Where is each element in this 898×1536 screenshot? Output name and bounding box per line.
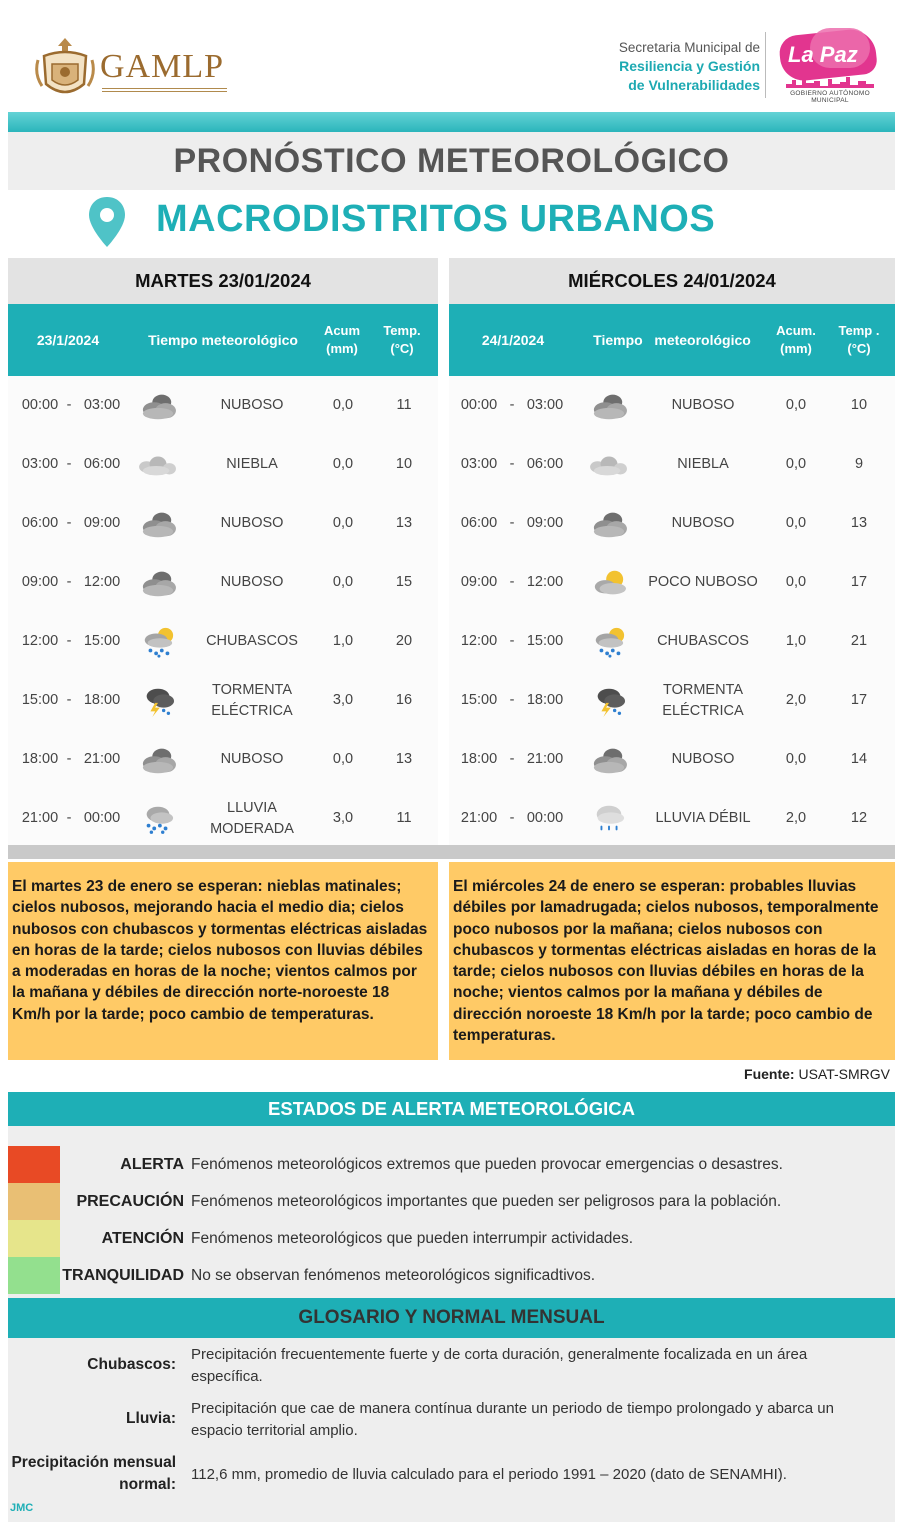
day1-summary: El martes 23 de enero se esperan: nieblas matinales; cielos nubosos, mejorando hacia el medio dia; cielos nubosos con chubascos y tormentas eléctricas aisladas en horas de la tarde; cielos nubosos con lluvias débiles a moderadas en horas de la noche; vientos calmos por la mañana y débiles de dirección norte-noroeste 18 Km/h por la tarde; poco cambio de temperaturas.	[8, 862, 438, 1060]
day2-table-header	[449, 304, 895, 376]
glossary-item	[8, 1452, 895, 1496]
time-to: 12:00	[526, 574, 564, 590]
alert-level-row	[8, 1146, 895, 1183]
secretaria-label	[560, 38, 760, 95]
time-separator: -	[509, 751, 515, 767]
header-divider	[765, 32, 766, 98]
time-separator: -	[509, 456, 515, 472]
la-paz-logo-subtitle: GOBIERNO AUTÓNOMO MUNICIPAL	[790, 90, 870, 104]
time-to: 03:00	[526, 397, 564, 413]
temperature-value: 16	[395, 692, 413, 708]
time-to: 03:00	[83, 397, 121, 413]
time-separator: -	[66, 397, 72, 413]
precipitation-value: 0,0	[332, 574, 354, 590]
thunderstorm-icon	[136, 684, 180, 718]
day1-rows	[8, 376, 438, 845]
day2-col-weather: Tiempo meteorológico	[593, 332, 751, 348]
alert-level-description: Fenómenos meteorológicos que pueden interrumpir actividades.	[191, 1230, 633, 1247]
glossary-term: Chubascos:	[87, 1356, 176, 1373]
title-bar	[8, 132, 895, 190]
precipitation-value: 0,0	[785, 574, 807, 590]
weather-description: POCO NUBOSO	[648, 574, 758, 590]
time-from: 18:00	[21, 751, 59, 767]
logo-underline	[102, 88, 227, 92]
forecast-row	[8, 612, 438, 671]
fog-icon	[587, 448, 631, 482]
cloudy-icon	[136, 743, 180, 777]
weather-description: CHUBASCOS	[657, 633, 749, 649]
section-separator	[8, 845, 895, 859]
forecast-row	[8, 671, 438, 730]
cloudy-icon	[587, 743, 631, 777]
cloudy-icon	[587, 389, 631, 423]
temperature-value: 14	[850, 751, 868, 767]
moderate-rain-icon	[136, 802, 180, 836]
alert-level-description: Fenómenos meteorológicos extremos que pueden provocar emergencias o desastres.	[191, 1156, 783, 1173]
precipitation-value: 0,0	[785, 751, 807, 767]
day1-col-acum: Acum (mm)	[323, 323, 361, 356]
temperature-value: 10	[395, 456, 413, 472]
secretaria-line3: de Vulnerabilidades	[628, 77, 760, 93]
weather-description: NUBOSO	[671, 751, 735, 767]
time-separator: -	[66, 751, 72, 767]
forecast-row	[449, 671, 895, 730]
time-from: 09:00	[460, 574, 498, 590]
showers-icon	[136, 625, 180, 659]
page-title: PRONÓSTICO METEOROLÓGICO	[173, 142, 730, 180]
temperature-value: 11	[396, 397, 412, 413]
gamlp-logo-text: GAMLP	[100, 48, 225, 85]
source-value: USAT-SMRGV	[798, 1066, 890, 1082]
weather-description: TORMENTA ELÉCTRICA	[211, 681, 293, 719]
alerts-title: ESTADOS DE ALERTA METEOROLÓGICA	[8, 1092, 895, 1126]
precipitation-value: 0,0	[785, 515, 807, 531]
forecast-row	[449, 494, 895, 553]
cloudy-icon	[136, 389, 180, 423]
weather-description: NUBOSO	[220, 515, 284, 531]
location-pin-icon	[88, 196, 126, 248]
source-note	[744, 1066, 890, 1082]
weather-description: NUBOSO	[220, 751, 284, 767]
subtitle-bar	[0, 192, 898, 254]
page-header	[0, 0, 898, 112]
time-from: 00:00	[460, 397, 498, 413]
forecast-row	[449, 376, 895, 435]
time-separator: -	[509, 397, 515, 413]
alerts-legend	[8, 1126, 895, 1298]
weather-description: LLUVIA DÉBIL	[655, 810, 751, 826]
alert-level-description: No se observan fenómenos meteorológicos significadtivos.	[191, 1267, 596, 1284]
weather-description: CHUBASCOS	[206, 633, 298, 649]
forecast-row	[449, 435, 895, 494]
weather-description: NUBOSO	[671, 515, 735, 531]
precipitation-value: 0,0	[332, 751, 354, 767]
author-initials: JMC	[10, 1502, 34, 1514]
forecast-row	[8, 376, 438, 435]
time-to: 09:00	[526, 515, 564, 531]
alert-level-label: ATENCIÓN	[101, 1230, 184, 1247]
weather-description: NUBOSO	[220, 574, 284, 590]
time-to: 12:00	[83, 574, 121, 590]
day2-col-date: 24/1/2024	[481, 332, 545, 348]
alert-level-row	[8, 1257, 895, 1294]
alert-level-label: ALERTA	[120, 1156, 184, 1173]
la-paz-logo-text: La Paz	[788, 42, 858, 67]
alert-color-swatch	[8, 1257, 60, 1294]
la-paz-logo	[776, 26, 884, 102]
time-from: 21:00	[21, 810, 59, 826]
glossary-definition: Precipitación frecuentemente fuerte y de corta duración, generalmente focalizada en un área específica.	[191, 1346, 808, 1385]
glossary-item	[8, 1344, 895, 1388]
fog-icon	[136, 448, 180, 482]
time-to: 21:00	[83, 751, 121, 767]
secretaria-line1: Secretaria Municipal de	[618, 40, 760, 55]
time-separator: -	[509, 574, 515, 590]
forecast-row	[8, 435, 438, 494]
precipitation-value: 2,0	[785, 810, 807, 826]
day1-col-temp: Temp. (°C)	[383, 323, 421, 356]
time-from: 12:00	[460, 633, 498, 649]
glossary-title: GLOSARIO Y NORMAL MENSUAL	[8, 1298, 895, 1338]
glossary-definition: Precipitación que cae de manera contínua durante un periodo de tiempo prolongado y abarca un espacio territorial amplio.	[191, 1400, 834, 1439]
day1-col-weather: Tiempo meteorológico	[148, 332, 298, 348]
time-from: 06:00	[21, 515, 59, 531]
day1-heading: MARTES 23/01/2024	[8, 258, 438, 304]
forecast-row	[8, 730, 438, 789]
weather-description: LLUVIA MODERADA	[210, 799, 294, 837]
glossary-term: Lluvia:	[126, 1410, 176, 1427]
day2-heading: MIÉRCOLES 24/01/2024	[449, 258, 895, 304]
temperature-value: 13	[395, 515, 413, 531]
time-from: 12:00	[21, 633, 59, 649]
precipitation-value: 1,0	[785, 633, 807, 649]
weather-description: NUBOSO	[220, 397, 284, 413]
cloudy-icon	[136, 507, 180, 541]
time-separator: -	[66, 515, 72, 531]
day2-rows	[449, 376, 895, 845]
thunderstorm-icon	[587, 684, 631, 718]
time-from: 15:00	[21, 692, 59, 708]
temperature-value: 12	[850, 810, 868, 826]
time-separator: -	[509, 810, 515, 826]
precipitation-value: 1,0	[332, 633, 354, 649]
secretaria-line2: Resiliencia y Gestión	[619, 58, 760, 74]
time-to: 18:00	[83, 692, 121, 708]
time-separator: -	[66, 692, 72, 708]
forecast-row	[8, 789, 438, 848]
glossary-definition: 112,6 mm, promedio de lluvia calculado para el periodo 1991 – 2020 (dato de SENAMHI).	[191, 1466, 787, 1483]
source-label: Fuente:	[744, 1066, 795, 1082]
day1-col-date: 23/1/2024	[36, 332, 100, 348]
temperature-value: 11	[396, 810, 412, 826]
precipitation-value: 0,0	[332, 456, 354, 472]
time-separator: -	[66, 633, 72, 649]
time-separator: -	[66, 810, 72, 826]
cloudy-icon	[587, 507, 631, 541]
forecast-row	[8, 553, 438, 612]
precipitation-value: 0,0	[785, 456, 807, 472]
alert-color-swatch	[8, 1146, 60, 1183]
temperature-value: 13	[395, 751, 413, 767]
time-separator: -	[509, 515, 515, 531]
cloudy-icon	[136, 566, 180, 600]
day2-col-temp: Temp . (°C)	[838, 323, 880, 356]
temperature-value: 20	[395, 633, 413, 649]
weather-description: NIEBLA	[226, 456, 278, 472]
weather-description: NUBOSO	[671, 397, 735, 413]
weather-description: TORMENTA ELÉCTRICA	[662, 681, 744, 719]
alert-level-row	[8, 1183, 895, 1220]
alert-level-description: Fenómenos meteorológicos importantes que pueden ser peligrosos para la población.	[191, 1193, 782, 1210]
time-to: 09:00	[83, 515, 121, 531]
time-to: 18:00	[526, 692, 564, 708]
gamlp-logo	[34, 30, 244, 110]
time-separator: -	[509, 692, 515, 708]
glossary	[8, 1338, 895, 1522]
time-from: 03:00	[460, 456, 498, 472]
time-separator: -	[66, 456, 72, 472]
time-to: 06:00	[83, 456, 121, 472]
forecast-row	[449, 553, 895, 612]
time-from: 18:00	[460, 751, 498, 767]
forecast-row	[449, 612, 895, 671]
temperature-value: 13	[850, 515, 868, 531]
precipitation-value: 3,0	[332, 692, 354, 708]
forecast-row	[8, 494, 438, 553]
coat-of-arms-icon	[34, 34, 96, 102]
temperature-value: 21	[850, 633, 868, 649]
time-to: 15:00	[83, 633, 121, 649]
skyline-icon	[786, 76, 874, 88]
alert-level-row	[8, 1220, 895, 1257]
precipitation-value: 0,0	[332, 515, 354, 531]
forecast-row	[449, 730, 895, 789]
time-to: 00:00	[526, 810, 564, 826]
glossary-term: Precipitación mensual normal:	[11, 1454, 176, 1493]
time-to: 21:00	[526, 751, 564, 767]
time-from: 03:00	[21, 456, 59, 472]
partly-cloudy-icon	[587, 566, 631, 600]
light-rain-icon	[587, 802, 631, 836]
time-separator: -	[509, 633, 515, 649]
time-from: 09:00	[21, 574, 59, 590]
teal-band	[8, 112, 895, 132]
day2-col-acum: Acum. (mm)	[776, 323, 816, 356]
time-from: 00:00	[21, 397, 59, 413]
time-to: 00:00	[83, 810, 121, 826]
precipitation-value: 3,0	[332, 810, 354, 826]
precipitation-value: 2,0	[785, 692, 807, 708]
temperature-value: 10	[850, 397, 868, 413]
temperature-value: 17	[850, 692, 868, 708]
showers-icon	[587, 625, 631, 659]
time-from: 21:00	[460, 810, 498, 826]
forecast-row	[449, 789, 895, 848]
day1-table-header	[8, 304, 438, 376]
page-subtitle: MACRODISTRITOS URBANOS	[156, 198, 716, 240]
precipitation-value: 0,0	[785, 397, 807, 413]
time-to: 15:00	[526, 633, 564, 649]
alert-color-swatch	[8, 1183, 60, 1220]
day2-summary: El miércoles 24 de enero se esperan: probables lluvias débiles por lamadrugada; cielos nubosos, temporalmente poco nubosos por la mañana; cielos nubosos con chubascos y tormentas eléctricas aisladas en horas de la tarde; cielos nubosos con lluvias débiles en horas de la noche; vientos calmos por la mañana y débiles de dirección noroeste 18 Km/h por la tarde; poco cambio de temperaturas.	[449, 862, 895, 1060]
glossary-item	[8, 1398, 895, 1442]
precipitation-value: 0,0	[332, 397, 354, 413]
temperature-value: 15	[395, 574, 413, 590]
time-to: 06:00	[526, 456, 564, 472]
time-separator: -	[66, 574, 72, 590]
time-from: 15:00	[460, 692, 498, 708]
alert-level-label: TRANQUILIDAD	[62, 1267, 184, 1284]
temperature-value: 17	[850, 574, 868, 590]
time-from: 06:00	[460, 515, 498, 531]
weather-description: NIEBLA	[677, 456, 729, 472]
temperature-value: 9	[854, 456, 864, 472]
alert-level-label: PRECAUCIÓN	[76, 1193, 184, 1210]
alert-color-swatch	[8, 1220, 60, 1257]
